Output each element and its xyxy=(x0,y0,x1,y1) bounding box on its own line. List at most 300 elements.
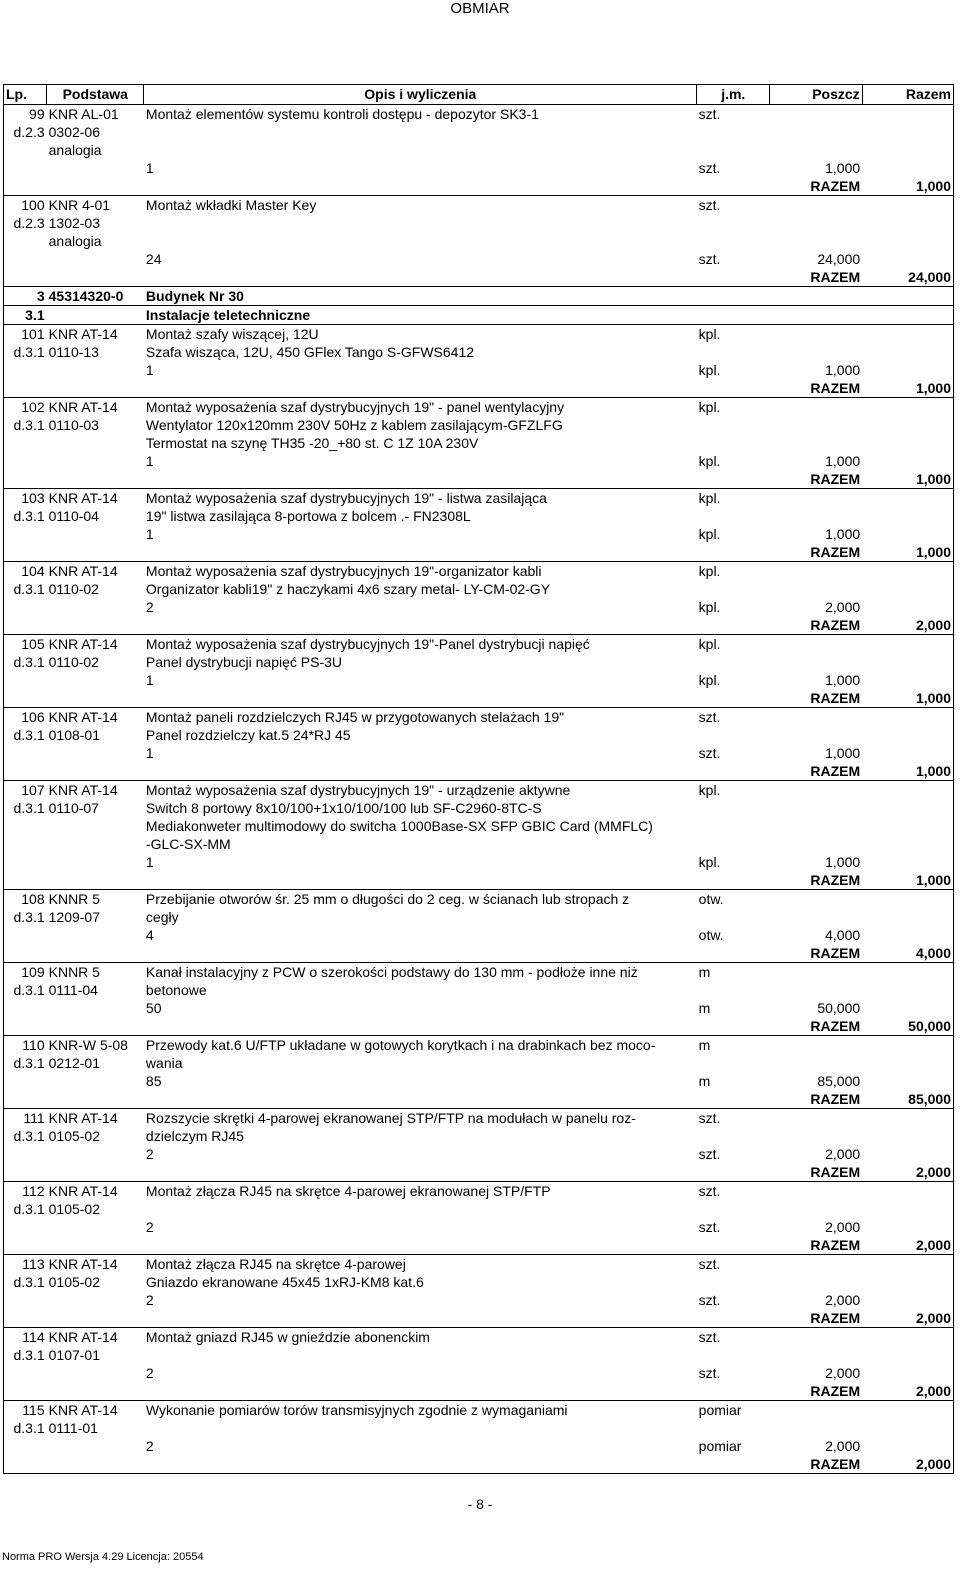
position-desc: Panel dystrybucji napięć PS-3U xyxy=(145,654,343,670)
position-detail-row xyxy=(4,799,954,817)
position-unit: kpl. xyxy=(697,562,770,581)
position-lp: d.3.1 xyxy=(4,1419,47,1437)
position-lp: 103 xyxy=(4,489,47,508)
position-base: 0111-01 xyxy=(48,1420,98,1436)
position-empty xyxy=(770,123,862,141)
position-unit: m xyxy=(697,1036,770,1055)
position-empty xyxy=(770,105,862,124)
position-row xyxy=(4,635,954,654)
position-base: 1302-03 xyxy=(48,215,101,231)
position-empty xyxy=(862,726,953,744)
quantity-row xyxy=(4,1145,954,1163)
razem-label: RAZEM xyxy=(770,762,862,781)
qty-empty xyxy=(862,1218,953,1236)
qty-value: 1 xyxy=(145,453,154,469)
qty-empty xyxy=(47,159,144,177)
qty-unit: kpl. xyxy=(698,854,721,870)
qty-empty xyxy=(4,1437,47,1455)
razem-row xyxy=(4,616,954,635)
razem-row xyxy=(4,379,954,398)
position-unit xyxy=(697,434,770,452)
position-empty xyxy=(770,908,862,926)
position-lp xyxy=(4,141,47,159)
razem-value: 1,000 xyxy=(862,762,953,781)
qty-value: 2 xyxy=(145,1219,154,1235)
qty-empty xyxy=(862,1072,953,1090)
position-unit xyxy=(697,653,770,671)
razem-label: RAZEM xyxy=(770,1236,862,1255)
position-detail-row xyxy=(4,653,954,671)
position-detail-row xyxy=(4,434,954,452)
position-empty xyxy=(862,1200,953,1218)
position-desc: Montaż wyposażenia szaf dystrybucyjnych 19" - listwa zasilająca xyxy=(144,489,697,508)
razem-label: RAZEM xyxy=(770,616,862,635)
position-lp: 102 xyxy=(4,398,47,417)
razem-row xyxy=(4,1382,954,1401)
position-desc: Szafa wisząca, 12U, 450 GFlex Tango S-GFWS6412 xyxy=(145,344,475,360)
position-desc: Mediakonweter multimodowy do switcha 1000Base-SX SFP GBIC Card (MMFLC) xyxy=(145,818,653,834)
position-unit xyxy=(697,214,770,232)
position-lp: 105 xyxy=(4,635,47,654)
qty-empty xyxy=(4,926,47,944)
position-desc: Organizator kabli19" z haczykami 4x6 szary metal- LY-CM-02-GY xyxy=(145,581,551,597)
section-number: 3 xyxy=(4,287,47,306)
position-empty xyxy=(770,343,862,361)
razem-row xyxy=(4,944,954,963)
position-lp: 111 xyxy=(4,1109,47,1128)
section-code xyxy=(47,306,144,325)
qty-value: 1 xyxy=(145,672,154,688)
position-base: 0108-01 xyxy=(48,727,101,743)
qty-empty xyxy=(47,598,144,616)
position-empty xyxy=(862,1273,953,1291)
position-empty xyxy=(862,416,953,434)
header-desc: Opis i wyliczenia xyxy=(144,85,697,105)
position-lp: 99 xyxy=(4,105,47,124)
position-empty xyxy=(770,653,862,671)
position-desc: Montaż wkładki Master Key xyxy=(144,196,697,215)
position-desc: Kanał instalacyjny z PCW o szerokości podstawy do 130 mm - podłoże inne niż xyxy=(144,963,697,982)
position-empty xyxy=(770,1036,862,1055)
position-desc xyxy=(144,232,697,250)
qty-unit: pomiar xyxy=(698,1438,742,1454)
position-row xyxy=(4,105,954,124)
position-lp: 115 xyxy=(4,1401,47,1420)
razem-spacer xyxy=(4,689,770,708)
qty-empty xyxy=(4,250,47,268)
quantity-row xyxy=(4,1218,954,1236)
position-empty xyxy=(770,141,862,159)
position-base: 0110-03 xyxy=(48,417,99,433)
position-unit: otw. xyxy=(697,890,770,909)
position-empty xyxy=(770,981,862,999)
position-empty xyxy=(770,1328,862,1347)
position-lp: 104 xyxy=(4,562,47,581)
razem-spacer xyxy=(4,470,770,489)
qty-empty xyxy=(47,525,144,543)
position-unit: szt. xyxy=(697,1255,770,1274)
position-empty xyxy=(862,1346,953,1364)
razem-row xyxy=(4,470,954,489)
position-lp: d.2.3 xyxy=(4,123,47,141)
razem-label: RAZEM xyxy=(770,1163,862,1182)
razem-row xyxy=(4,268,954,287)
qty-empty xyxy=(862,1145,953,1163)
position-desc: Montaż złącza RJ45 na skrętce 4-parowej ekranowanej STP/FTP xyxy=(144,1182,697,1201)
position-base: KNR AL-01 xyxy=(47,105,144,124)
razem-spacer xyxy=(4,543,770,562)
qty-empty xyxy=(4,999,47,1017)
qty-subtotal: 85,000 xyxy=(817,1073,861,1089)
qty-value: 50 xyxy=(145,1000,162,1016)
position-empty xyxy=(770,580,862,598)
header-raz: Razem xyxy=(862,85,953,105)
position-unit xyxy=(697,1127,770,1145)
position-base: 0110-02 xyxy=(48,581,99,597)
qty-empty xyxy=(4,671,47,689)
position-desc: betonowe xyxy=(145,982,207,998)
qty-value: 1 xyxy=(145,362,154,378)
qty-subtotal: 1,000 xyxy=(825,453,861,469)
qty-subtotal: 1,000 xyxy=(825,745,861,761)
razem-label: RAZEM xyxy=(770,543,862,562)
razem-row xyxy=(4,1236,954,1255)
position-lp: d.3.1 xyxy=(4,653,47,671)
razem-spacer xyxy=(4,871,770,890)
position-detail-row xyxy=(4,343,954,361)
qty-empty xyxy=(4,1364,47,1382)
position-lp xyxy=(4,232,47,250)
position-desc: Switch 8 portowy 8x10/100+1x10/100/100 lub SF-C2960-8TC-S xyxy=(145,800,542,816)
razem-label: RAZEM xyxy=(770,1455,862,1474)
quantity-row xyxy=(4,1072,954,1090)
qty-value: 2 xyxy=(145,599,154,615)
position-desc: Montaż paneli rozdzielczych RJ45 w przygotowanych stelażach 19" xyxy=(144,708,697,727)
position-unit xyxy=(697,1273,770,1291)
position-desc: Montaż szafy wiszącej, 12U xyxy=(144,325,697,344)
position-desc: dzielczym RJ45 xyxy=(145,1128,244,1144)
position-detail-row xyxy=(4,726,954,744)
quantity-row xyxy=(4,598,954,616)
qty-value: 24 xyxy=(145,251,162,267)
position-empty xyxy=(770,1200,862,1218)
position-desc: -GLC-SX-MM xyxy=(145,836,231,852)
qty-subtotal: 4,000 xyxy=(825,927,861,943)
qty-subtotal: 1,000 xyxy=(825,160,861,176)
razem-value: 1,000 xyxy=(862,543,953,562)
qty-value: 1 xyxy=(145,160,154,176)
qty-empty xyxy=(47,1145,144,1163)
position-lp: d.3.1 xyxy=(4,507,47,525)
qty-subtotal: 1,000 xyxy=(825,672,861,688)
razem-label: RAZEM xyxy=(770,871,862,890)
qty-subtotal: 1,000 xyxy=(825,526,861,542)
qty-empty xyxy=(862,853,953,871)
position-desc: Montaż wyposażenia szaf dystrybucyjnych 19"-organizator kabli xyxy=(144,562,697,581)
position-lp: 108 xyxy=(4,890,47,909)
quantity-row xyxy=(4,1364,954,1382)
position-row xyxy=(4,1328,954,1347)
razem-spacer xyxy=(4,1017,770,1036)
position-lp: d.3.1 xyxy=(4,981,47,999)
razem-value: 2,000 xyxy=(862,616,953,635)
qty-empty xyxy=(47,853,144,871)
position-base: 0110-13 xyxy=(48,344,99,360)
position-desc xyxy=(144,1200,697,1218)
position-unit: kpl. xyxy=(697,398,770,417)
razem-value: 2,000 xyxy=(862,1309,953,1328)
razem-spacer xyxy=(4,1455,770,1474)
position-row xyxy=(4,398,954,417)
qty-empty xyxy=(47,926,144,944)
razem-label: RAZEM xyxy=(770,1382,862,1401)
position-empty xyxy=(770,1109,862,1128)
position-empty xyxy=(770,817,862,835)
position-base: 0302-06 xyxy=(48,124,101,140)
position-unit xyxy=(697,507,770,525)
razem-row xyxy=(4,1090,954,1109)
qty-value: 2 xyxy=(145,1365,154,1381)
razem-value: 50,000 xyxy=(862,1017,953,1036)
position-lp: 101 xyxy=(4,325,47,344)
position-lp: d.3.1 xyxy=(4,1200,47,1218)
position-empty xyxy=(862,981,953,999)
quantity-row xyxy=(4,853,954,871)
position-base: KNR AT-14 xyxy=(47,1401,144,1420)
position-empty xyxy=(862,1054,953,1072)
position-lp: d.3.1 xyxy=(4,580,47,598)
position-detail-row xyxy=(4,507,954,525)
position-lp: d.3.1 xyxy=(4,799,47,817)
qty-unit: kpl. xyxy=(698,362,721,378)
position-base: KNR AT-14 xyxy=(47,1182,144,1201)
position-detail-row xyxy=(4,416,954,434)
position-empty xyxy=(862,635,953,654)
position-desc xyxy=(144,214,697,232)
position-unit xyxy=(697,1419,770,1437)
position-empty xyxy=(862,489,953,508)
position-base: KNR 4-01 xyxy=(47,196,144,215)
qty-empty xyxy=(4,1218,47,1236)
qty-empty xyxy=(47,1437,144,1455)
qty-empty xyxy=(4,361,47,379)
razem-row xyxy=(4,689,954,708)
razem-value: 85,000 xyxy=(862,1090,953,1109)
position-lp: 109 xyxy=(4,963,47,982)
position-base: KNR AT-14 xyxy=(47,635,144,654)
qty-value: 2 xyxy=(145,1146,154,1162)
position-desc xyxy=(144,1419,697,1437)
position-desc: Przebijanie otworów śr. 25 mm o długości do 2 ceg. w ścianach lub stropach z xyxy=(144,890,697,909)
position-unit xyxy=(697,232,770,250)
qty-value: 85 xyxy=(145,1073,162,1089)
position-detail-row xyxy=(4,1419,954,1437)
position-empty xyxy=(862,1182,953,1201)
position-lp: 100 xyxy=(4,196,47,215)
position-base: KNR-W 5-08 xyxy=(47,1036,144,1055)
position-row xyxy=(4,1182,954,1201)
position-empty xyxy=(862,123,953,141)
razem-spacer xyxy=(4,1236,770,1255)
position-empty xyxy=(770,196,862,215)
qty-subtotal: 1,000 xyxy=(825,854,861,870)
position-empty xyxy=(770,1127,862,1145)
razem-spacer xyxy=(4,1382,770,1401)
position-base: KNR AT-14 xyxy=(47,781,144,800)
quantity-row xyxy=(4,1437,954,1455)
position-detail-row xyxy=(4,123,954,141)
quantity-row xyxy=(4,1291,954,1309)
position-empty xyxy=(862,398,953,417)
position-empty xyxy=(862,653,953,671)
section-title: Instalacje teletechniczne xyxy=(144,306,954,325)
position-empty xyxy=(862,835,953,853)
position-empty xyxy=(862,1419,953,1437)
position-empty xyxy=(770,726,862,744)
position-desc xyxy=(144,123,697,141)
position-desc: Wentylator 120x120mm 230V 50Hz z kablem zasilającym-GFZLFG xyxy=(145,417,563,433)
qty-subtotal: 2,000 xyxy=(825,1146,861,1162)
position-base: 1209-07 xyxy=(48,909,101,925)
position-lp xyxy=(4,434,47,452)
position-unit xyxy=(697,799,770,817)
position-empty xyxy=(862,214,953,232)
qty-value: 1 xyxy=(145,745,154,761)
qty-empty xyxy=(47,1072,144,1090)
qty-value: 1 xyxy=(145,854,154,870)
razem-value: 1,000 xyxy=(862,379,953,398)
position-empty xyxy=(770,416,862,434)
qty-empty xyxy=(862,671,953,689)
razem-value: 1,000 xyxy=(862,871,953,890)
position-lp: d.3.1 xyxy=(4,343,47,361)
position-empty xyxy=(770,799,862,817)
position-empty xyxy=(862,196,953,215)
position-base xyxy=(47,817,144,835)
position-base xyxy=(47,434,144,452)
qty-empty xyxy=(4,452,47,470)
qty-empty xyxy=(862,1364,953,1382)
qty-unit: otw. xyxy=(698,927,724,943)
razem-value: 1,000 xyxy=(862,470,953,489)
position-detail-row xyxy=(4,1054,954,1072)
qty-empty xyxy=(47,1291,144,1309)
razem-label: RAZEM xyxy=(770,944,862,963)
position-base: KNR AT-14 xyxy=(47,325,144,344)
position-empty xyxy=(770,214,862,232)
position-desc xyxy=(144,141,697,159)
header-poz: Poszcz xyxy=(770,85,862,105)
position-empty xyxy=(862,343,953,361)
razem-row xyxy=(4,177,954,196)
position-lp: 110 xyxy=(4,1036,47,1055)
position-empty xyxy=(770,890,862,909)
qty-empty xyxy=(4,1072,47,1090)
position-detail-row xyxy=(4,141,954,159)
qty-empty xyxy=(47,744,144,762)
position-empty xyxy=(770,708,862,727)
qty-unit: kpl. xyxy=(698,526,721,542)
position-base: KNR AT-14 xyxy=(47,398,144,417)
position-row xyxy=(4,1036,954,1055)
position-lp: d.3.1 xyxy=(4,1127,47,1145)
section-title: Budynek Nr 30 xyxy=(144,287,954,306)
position-base: 0110-04 xyxy=(48,508,99,524)
position-empty xyxy=(862,963,953,982)
position-desc: Rozszycie skrętki 4-parowej ekranowanej STP/FTP na modułach w panelu roz- xyxy=(144,1109,697,1128)
position-empty xyxy=(770,1401,862,1420)
position-desc: Montaż wyposażenia szaf dystrybucyjnych 19"-Panel dystrybucji napięć xyxy=(144,635,697,654)
position-lp: d.3.1 xyxy=(4,416,47,434)
position-empty xyxy=(862,434,953,452)
qty-empty xyxy=(47,361,144,379)
position-unit xyxy=(697,1346,770,1364)
position-empty xyxy=(862,105,953,124)
position-row xyxy=(4,890,954,909)
position-base: KNR AT-14 xyxy=(47,708,144,727)
position-unit: kpl. xyxy=(697,489,770,508)
quantity-row xyxy=(4,926,954,944)
position-empty xyxy=(862,908,953,926)
position-unit xyxy=(697,141,770,159)
position-base: 0105-02 xyxy=(48,1128,101,1144)
position-base: 0105-02 xyxy=(48,1201,101,1217)
header-base: Podstawa xyxy=(47,85,144,105)
position-lp: 112 xyxy=(4,1182,47,1201)
quantity-row xyxy=(4,744,954,762)
razem-value: 4,000 xyxy=(862,944,953,963)
position-detail-row xyxy=(4,1346,954,1364)
position-base: KNR AT-14 xyxy=(47,1255,144,1274)
position-empty xyxy=(770,398,862,417)
section-number: 3.1 xyxy=(4,306,47,325)
quantity-row xyxy=(4,452,954,470)
razem-spacer xyxy=(4,1090,770,1109)
qty-empty xyxy=(4,1291,47,1309)
position-empty xyxy=(770,1182,862,1201)
position-lp: d.3.1 xyxy=(4,1346,47,1364)
position-lp xyxy=(4,835,47,853)
position-lp: 114 xyxy=(4,1328,47,1347)
header-lp: Lp. xyxy=(4,85,47,105)
page-number: - 8 - xyxy=(467,1496,493,1512)
position-empty xyxy=(862,562,953,581)
qty-empty xyxy=(862,250,953,268)
razem-spacer xyxy=(4,379,770,398)
position-empty xyxy=(770,1273,862,1291)
position-desc: Panel rozdzielczy kat.5 24*RJ 45 xyxy=(145,727,351,743)
qty-empty xyxy=(47,671,144,689)
position-detail-row xyxy=(4,214,954,232)
position-empty xyxy=(770,1346,862,1364)
position-unit: szt. xyxy=(697,1182,770,1201)
qty-unit: szt. xyxy=(698,1365,721,1381)
position-base: KNR AT-14 xyxy=(47,1109,144,1128)
position-empty xyxy=(770,1255,862,1274)
position-empty xyxy=(770,507,862,525)
quantity-row xyxy=(4,671,954,689)
razem-spacer xyxy=(4,762,770,781)
position-empty xyxy=(770,434,862,452)
position-detail-row xyxy=(4,908,954,926)
razem-spacer xyxy=(4,616,770,635)
razem-value: 2,000 xyxy=(862,1455,953,1474)
position-lp: 106 xyxy=(4,708,47,727)
position-empty xyxy=(862,1036,953,1055)
qty-empty xyxy=(862,598,953,616)
position-lp: d.3.1 xyxy=(4,1273,47,1291)
position-unit: szt. xyxy=(697,196,770,215)
